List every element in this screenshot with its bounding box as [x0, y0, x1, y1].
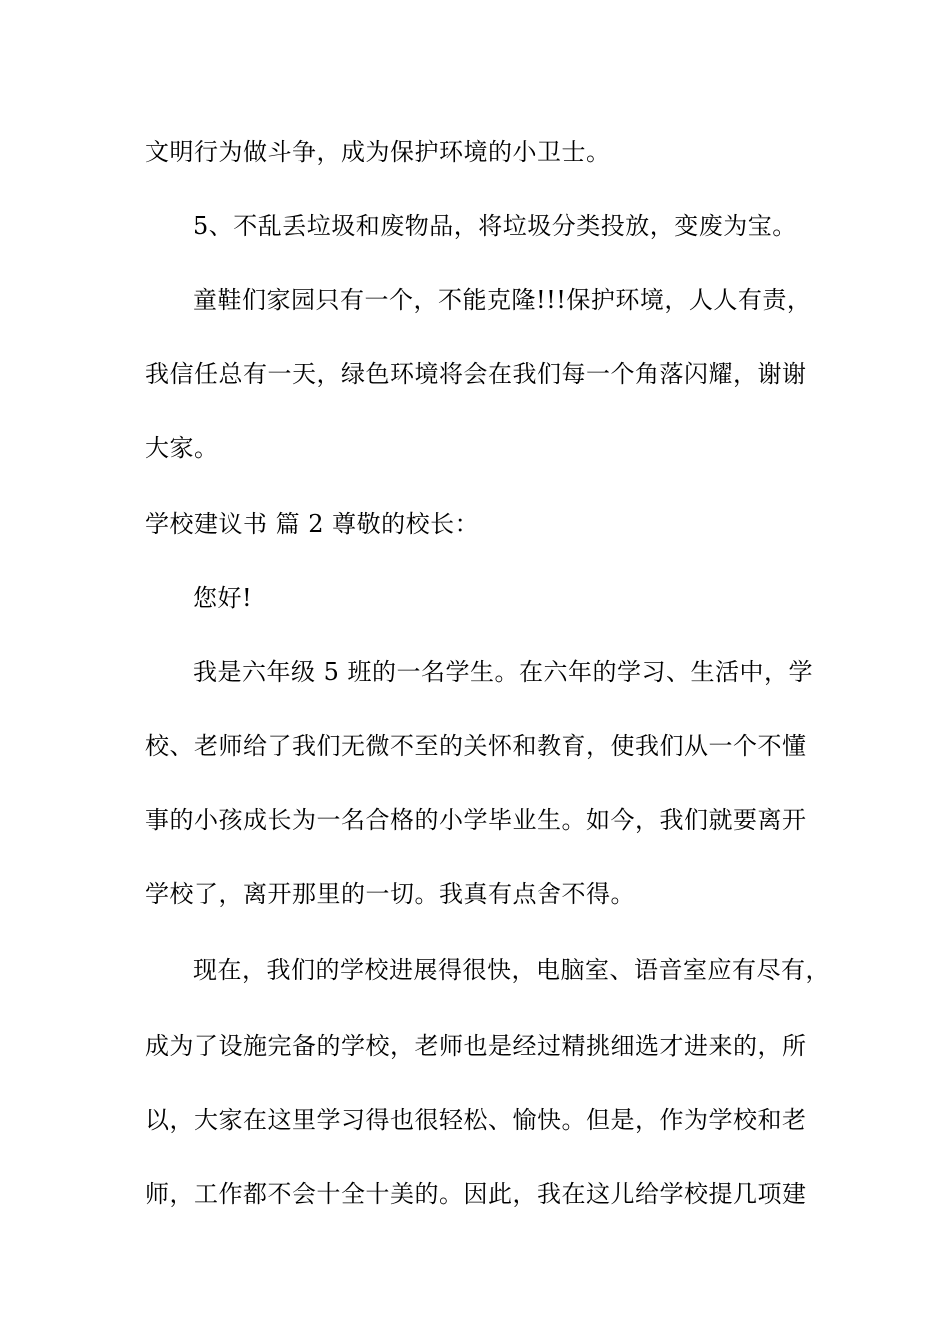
- text-line-12: 现在，我们的学校进展得很快，电脑室、语音室应有尽有，: [193, 956, 830, 984]
- text-line-1: 文明行为做斗争，成为保护环境的小卫士。: [145, 138, 611, 166]
- text-line-13: 成为了设施完备的学校，老师也是经过精挑细选才进来的，所: [145, 1032, 807, 1060]
- text-line-2: 5、不乱丢垃圾和废物品，将垃圾分类投放，变废为宝。: [193, 212, 797, 240]
- text-line-3: 童鞋们家园只有一个，不能克隆!!!保护环境，人人有责，: [193, 286, 812, 314]
- text-line-11: 学校了，离开那里的一切。我真有点舍不得。: [145, 880, 635, 908]
- text-line-8: 我是六年级 5 班的一名学生。在六年的学习、生活中，学: [193, 658, 814, 686]
- text-line-14: 以，大家在这里学习得也很轻松、愉快。但是，作为学校和老: [145, 1106, 807, 1134]
- text-line-4: 我信任总有一天，绿色环境将会在我们每一个角落闪耀，谢谢: [145, 360, 807, 388]
- text-line-15: 师，工作都不会十全十美的。因此，我在这儿给学校提几项建: [145, 1180, 807, 1208]
- section-heading: 学校建议书 篇 2 尊敬的校长：: [145, 510, 480, 538]
- text-line-7: 您好!: [193, 584, 253, 612]
- text-line-10: 事的小孩成长为一名合格的小学毕业生。如今，我们就要离开: [145, 806, 807, 834]
- text-line-5: 大家。: [145, 434, 219, 462]
- text-line-9: 校、老师给了我们无微不至的关怀和教育，使我们从一个不懂: [145, 732, 807, 760]
